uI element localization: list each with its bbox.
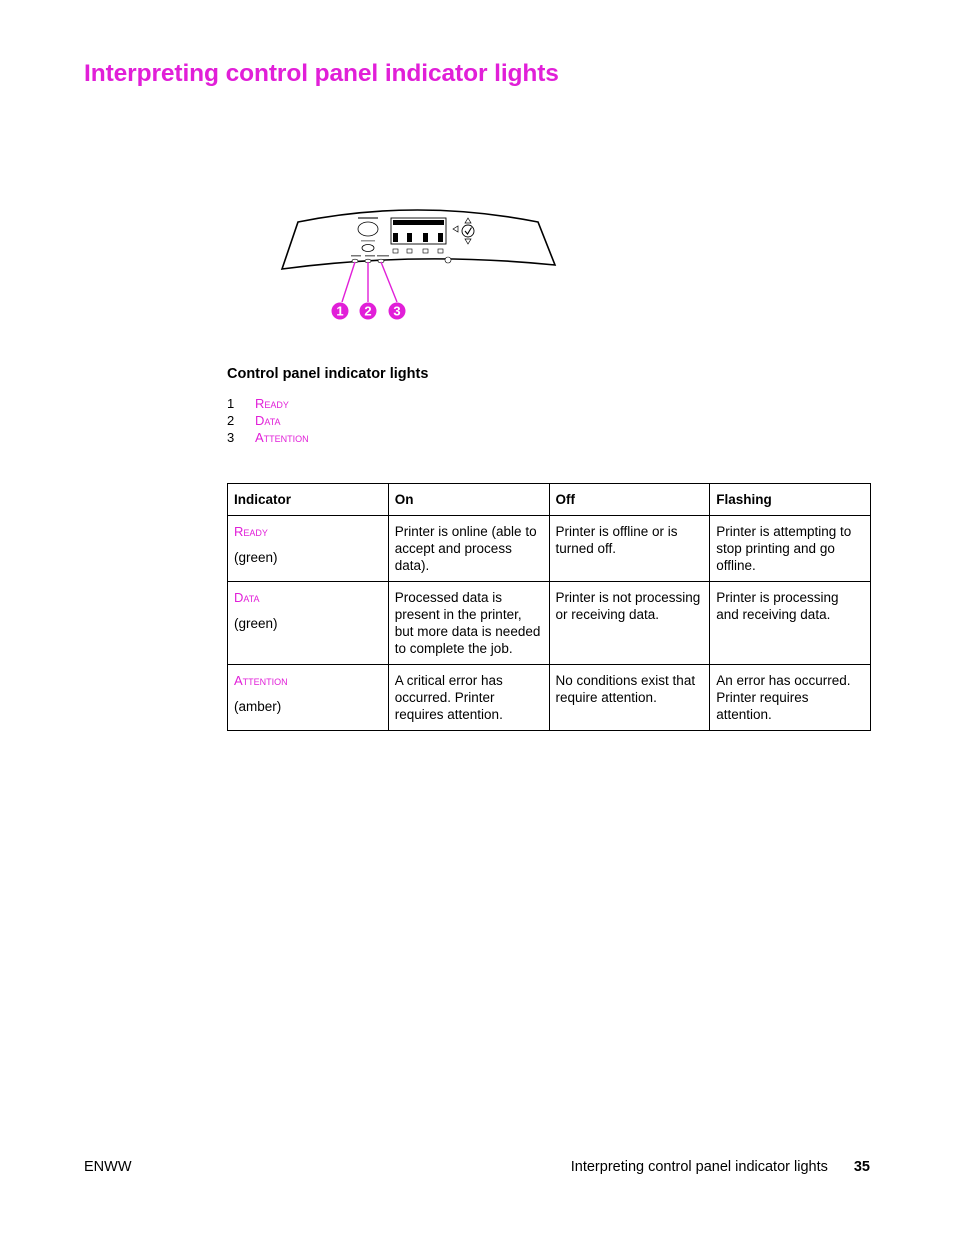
on-cell: Printer is online (able to accept and process data). (388, 516, 549, 582)
on-cell: Processed data is present in the printer, but more data is needed to complete the job. (388, 582, 549, 665)
callout-2 (360, 303, 377, 320)
svg-text:3: 3 (393, 303, 401, 319)
legend-number: 1 (227, 396, 235, 411)
figure-legend (227, 395, 309, 446)
indicator-cell (228, 516, 389, 582)
indicator-color: (amber) (234, 699, 282, 714)
off-cell: No conditions exist that require attention. (549, 665, 710, 731)
flashing-cell: Printer is attempting to stop printing and go offline. (710, 516, 871, 582)
legend-number: 3 (227, 430, 235, 445)
legend-label: Attention (255, 430, 309, 445)
legend-item (227, 412, 309, 429)
legend-item (227, 429, 309, 446)
flashing-cell: An error has occurred. Printer requires attention. (710, 665, 871, 731)
page-title: Interpreting control panel indicator lights (84, 60, 559, 87)
table-header-row (228, 484, 871, 516)
footer-right (571, 1159, 870, 1175)
page-number: 35 (853, 1159, 870, 1175)
indicator-cell (228, 582, 389, 665)
indicator-color: (green) (234, 616, 278, 631)
svg-text:2: 2 (364, 303, 372, 319)
indicator-name: Attention (234, 673, 288, 688)
footer-left: ENWW (84, 1159, 132, 1175)
table-row (228, 516, 871, 582)
header-on: On (388, 484, 549, 516)
control-panel-illustration (276, 204, 558, 328)
indicator-name: Ready (234, 524, 268, 539)
table-row (228, 582, 871, 665)
header-indicator: Indicator (228, 484, 389, 516)
indicator-table (227, 483, 871, 731)
legend-item (227, 395, 309, 412)
callout-3 (389, 303, 406, 320)
cancel-job-button (362, 245, 374, 252)
svg-text:1: 1 (336, 303, 344, 319)
indicator-name: Data (234, 590, 260, 605)
on-cell: A critical error has occurred. Printer requires attention. (388, 665, 549, 731)
legend-number: 2 (227, 413, 235, 428)
indicator-cell (228, 665, 389, 731)
header-off: Off (549, 484, 710, 516)
figure-caption: Control panel indicator lights (227, 366, 429, 382)
header-flashing: Flashing (710, 484, 871, 516)
pause-resume-button (358, 222, 378, 236)
indicator-color: (green) (234, 550, 278, 565)
legend-label: Ready (255, 396, 289, 411)
select-button (462, 225, 474, 237)
callout-1 (332, 303, 349, 320)
help-icon (445, 257, 451, 263)
footer-section-title: Interpreting control panel indicator lights (570, 1159, 828, 1175)
flashing-cell: Printer is processing and receiving data. (710, 582, 871, 665)
off-cell: Printer is offline or is turned off. (549, 516, 710, 582)
legend-label: Data (255, 413, 281, 428)
table-row (228, 665, 871, 731)
off-cell: Printer is not processing or receiving data. (549, 582, 710, 665)
